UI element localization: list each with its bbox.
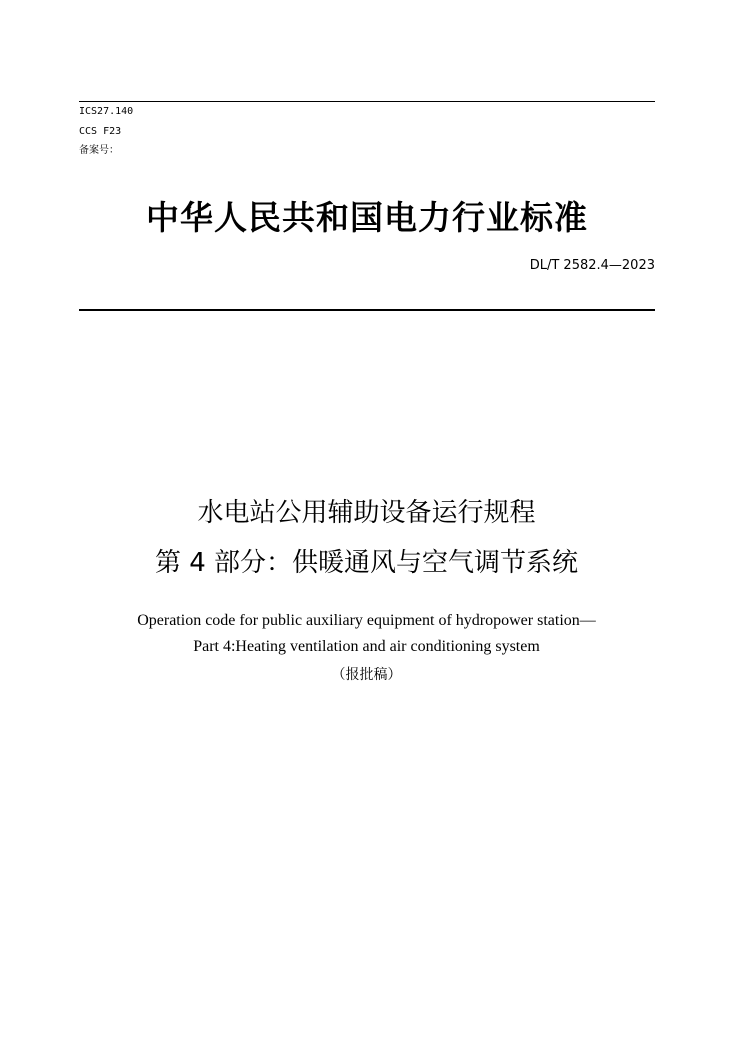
document-title-cn-line1: 水电站公用辅助设备运行规程	[197, 498, 536, 528]
filing-number-label: 备案号：	[79, 145, 119, 156]
standard-category-title: 中华人民共和国电力行业标准	[146, 198, 588, 237]
header-top-rule	[79, 101, 655, 102]
ics-code: ICS27.140	[79, 106, 134, 117]
standard-number: DL/T 2582.4—2023	[529, 258, 655, 273]
document-title-en-line2: Part 4:Heating ventilation and air conditioning system	[193, 638, 540, 655]
ccs-code: CCS F23	[79, 126, 122, 137]
draft-status-note: （报批稿）	[331, 667, 402, 683]
title-divider-rule	[79, 309, 655, 311]
document-title-en-line1: Operation code for public auxiliary equipment of hydropower station—	[137, 612, 596, 629]
document-title-cn-line2: 第 4 部分：供暖通风与空气调节系统	[154, 548, 579, 578]
